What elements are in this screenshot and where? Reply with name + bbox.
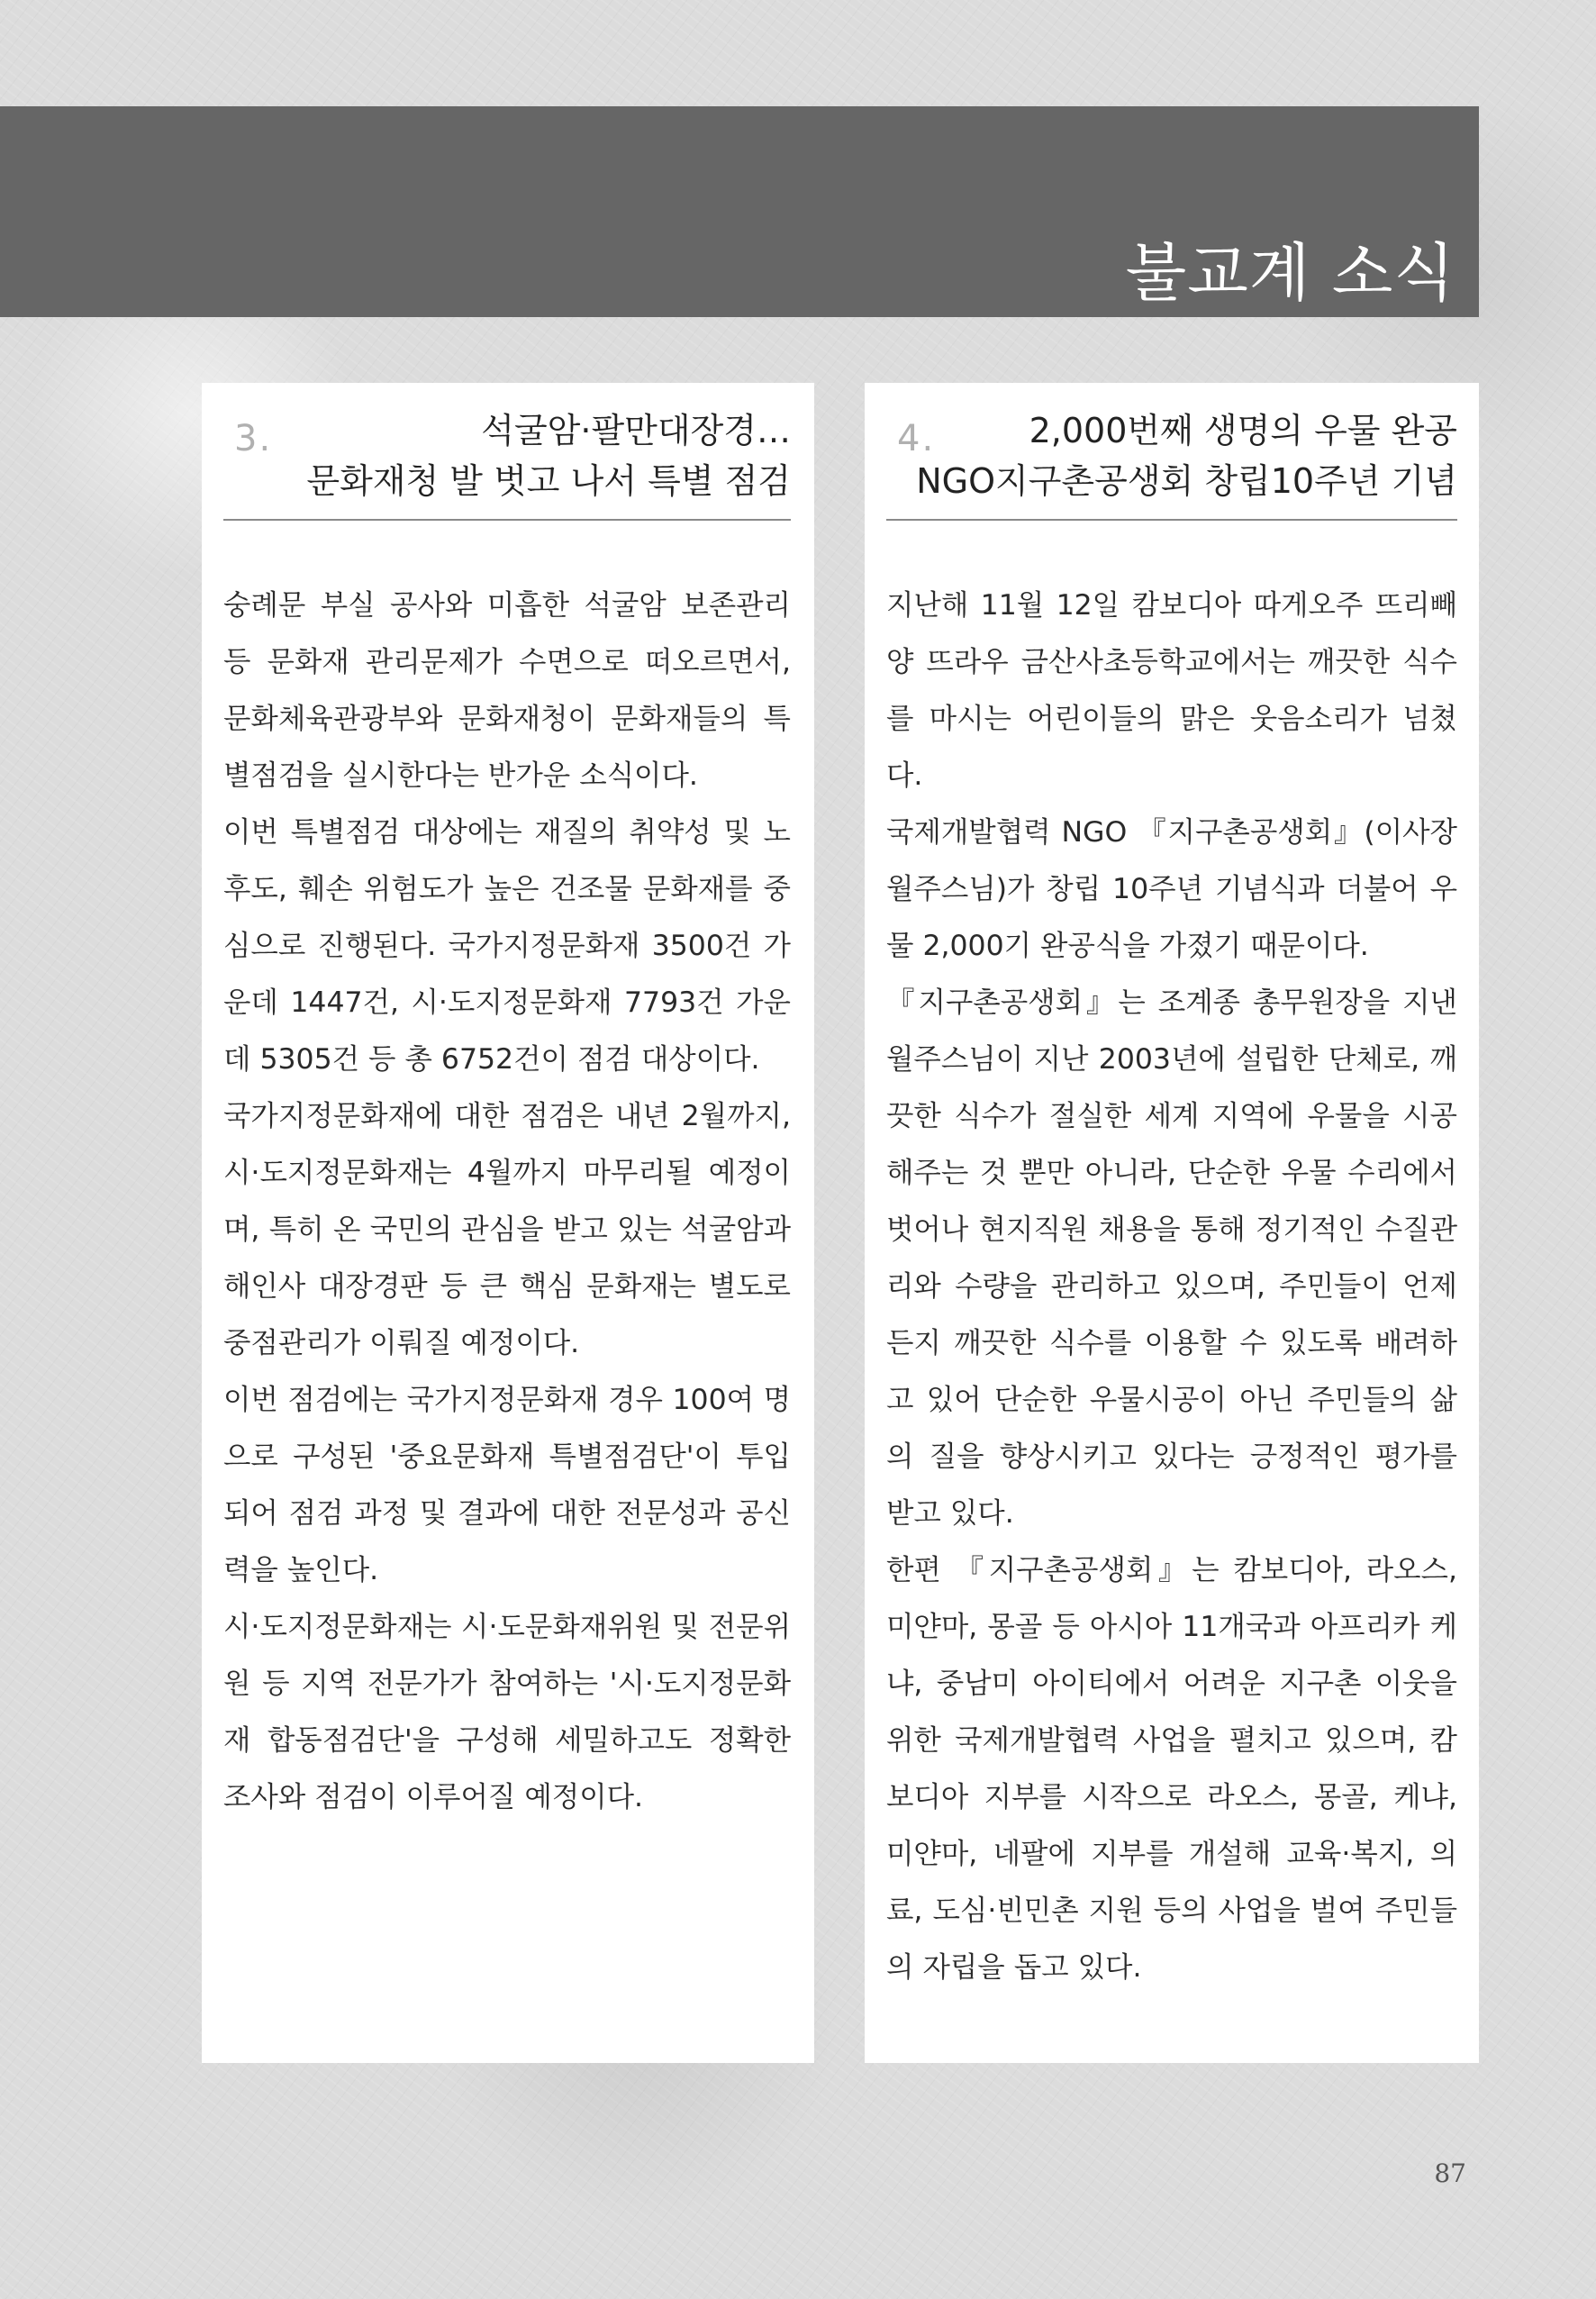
article-number: 4.	[897, 418, 936, 459]
article-number: 3.	[234, 418, 273, 459]
article-paragraph: 이번 특별점검 대상에는 재질의 취약성 및 노후도, 훼손 위험도가 높은 건조물 문화재를 중심으로 진행된다. 국가지정문화재 3500건 가운데 1447건, 시·도지정문화재 7793건 가운데 5305건 등 총 6752건이 점검 대상이다.	[223, 816, 791, 1076]
article-paragraph: 국가지정문화재에 대한 점검은 내년 2월까지, 시·도지정문화재는 4월까지 마무리될 예정이며, 특히 온 국민의 관심을 받고 있는 석굴암과 해인사 대장경판 등 큰 핵심 문화재는 별도로 중점관리가 이뤄질 예정이다.	[223, 1100, 791, 1359]
page-number: 87	[1434, 2158, 1466, 2188]
article-paragraph: 한편 『지구촌공생회』는 캄보디아, 라오스, 미얀마, 몽골 등 아시아 11개국과 아프리카 케냐, 중남미 아이티에서 어려운 지구촌 이웃을 위한 국제개발협력 사업을 펼치고 있으며, 캄보디아 지부를 시작으로 라오스, 몽골, 케냐, 미얀마, 네팔에 지부를 개설해 교육·복지, 의료, 도심·빈민촌 지원 등의 사업을 벌여 주민들의 자립을 돕고 있다.	[886, 1554, 1457, 1984]
article-title-line: 2,000번째 생명의 우물 완공	[1029, 411, 1457, 450]
section-title: 불교계 소식	[1125, 236, 1455, 310]
article-paragraph: 숭례문 부실 공사와 미흡한 석굴암 보존관리 등 문화재 관리문제가 수면으로 떠오르면서, 문화체육관광부와 문화재청이 문화재들의 특별점검을 실시한다는 반가운 소식이다.	[223, 589, 791, 792]
article-header	[223, 405, 791, 521]
article-title-line: NGO지구촌공생회 창립10주년 기념	[916, 461, 1457, 501]
article-body	[886, 577, 1457, 1996]
article-title	[306, 405, 791, 506]
header-band	[0, 106, 1479, 317]
article-paragraph: 이번 점검에는 국가지정문화재 경우 100여 명으로 구성된 '중요문화재 특별점검단'이 투입되어 점검 과정 및 결과에 대한 전문성과 공신력을 높인다.	[223, 1384, 791, 1586]
article-title	[916, 405, 1457, 506]
article-title-line: 문화재청 발 벗고 나서 특별 점검	[306, 461, 791, 501]
article-body	[223, 577, 791, 1826]
article-title-line: 석굴암·팔만대장경…	[481, 411, 791, 450]
article-paragraph: 국제개발협력 NGO 『지구촌공생회』(이사장 월주스님)가 창립 10주년 기념식과 더불어 우물 2,000기 완공식을 가졌기 때문이다.	[886, 816, 1457, 962]
article-header	[886, 405, 1457, 521]
article-paragraph: 시·도지정문화재는 시·도문화재위원 및 전문위원 등 지역 전문가가 참여하는 '시·도지정문화재 합동점검단'을 구성해 세밀하고도 정확한 조사와 점검이 이루어질 예정이다.	[223, 1611, 791, 1813]
article-paragraph: 지난해 11월 12일 캄보디아 따게오주 뜨리빼양 뜨라우 금산사초등학교에서는 깨끗한 식수를 마시는 어린이들의 맑은 웃음소리가 넘쳤다.	[886, 589, 1457, 792]
article-paragraph: 『지구촌공생회』는 조계종 총무원장을 지낸 월주스님이 지난 2003년에 설립한 단체로, 깨끗한 식수가 절실한 세계 지역에 우물을 시공해주는 것 뿐만 아니라, 단순한 우물 수리에서 벗어나 현지직원 채용을 통해 정기적인 수질관리와 수량을 관리하고 있으며, 주민들이 언제든지 깨끗한 식수를 이용할 수 있도록 배려하고 있어 단순한 우물시공이 아닌 주민들의 삶의 질을 향상시키고 있다는 긍정적인 평가를 받고 있다.	[886, 986, 1457, 1530]
article-4	[886, 405, 1457, 1996]
article-3	[223, 405, 791, 1826]
